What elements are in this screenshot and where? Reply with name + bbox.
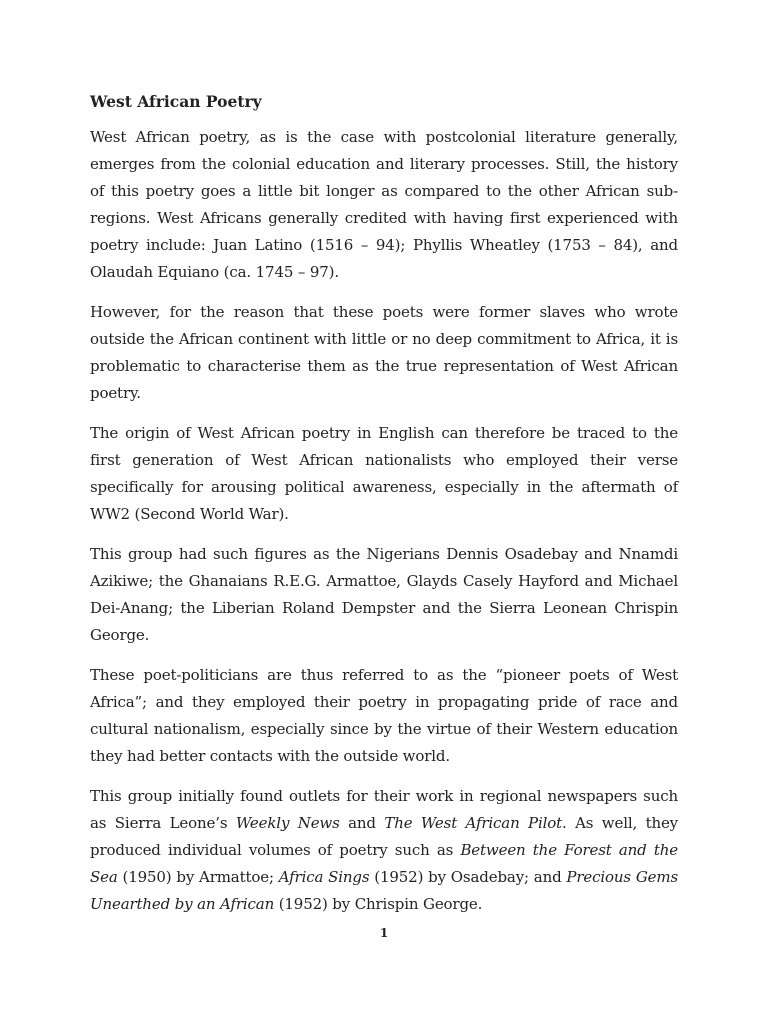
- page-number: 1: [379, 926, 389, 940]
- text-segment: (1952) by Osadebay; and: [369, 868, 567, 886]
- text-segment: This group initially found outlets for their work in regional newspapers such as Sierra Leone’s: [90, 787, 678, 832]
- paragraph-former-slaves: However, for the reason that these poets were former slaves who wrote outside the African continent with little or no deep commitment to Africa, it is problematic to characterise them as the true representation of West African poetry.: [90, 303, 678, 402]
- paragraph-intro: West African poetry, as is the case with postcolonial literature generally, emerges from the colonial education and literary processes. Still, the history of this poetry goes a little bit longer as compared to the other African sub-regions. West Africans generally credited with having first experienced with poetry include: Juan Latino (1516 – 94); Phyllis Wheatley (1753 – 84), and Olaudah Equiano (ca. 1745 – 97).: [90, 128, 678, 281]
- paragraph-outlets: [90, 783, 678, 918]
- text-segment: (1950) by Armattoe;: [117, 868, 279, 886]
- document-body: [90, 90, 678, 931]
- text-segment: and: [339, 814, 385, 832]
- title-precious-gems: Precious Gems Unearthed by an African: [90, 868, 678, 913]
- paragraph-figures: This group had such figures as the Nigerians Dennis Osadebay and Nnamdi Azikiwe; the Ghanaians R.E.G. Armattoe, Glayds Casely Hayford and Michael Dei-Anang; the Liberian Roland Dempster and the Sierra Leonean Chrispin George.: [90, 545, 678, 644]
- title-weekly-news: Weekly News: [235, 814, 340, 832]
- paragraph-origin: The origin of West African poetry in English can therefore be traced to the first generation of West African nationalists who employed their verse specifically for arousing political awareness, especially in the aftermath of WW2 (Second World War).: [90, 424, 678, 523]
- text-segment: (1952) by Chrispin George.: [274, 895, 483, 913]
- text-segment: . As well, they produced individual volumes of poetry such as: [90, 814, 679, 859]
- paragraph-pioneer-poets: These poet-politicians are thus referred to as the “pioneer poets of West Africa”; and they employed their poetry in propagating pride of race and cultural nationalism, especially since by the virtue of their Western education they had better contacts with the outside world.: [90, 666, 678, 765]
- title-between-forest-sea: Between the Forest and the Sea: [90, 841, 678, 886]
- title-africa-sings: Africa Sings: [278, 868, 370, 886]
- title-west-african-pilot: The West African Pilot: [384, 814, 563, 832]
- document-title: West African Poetry: [90, 92, 262, 111]
